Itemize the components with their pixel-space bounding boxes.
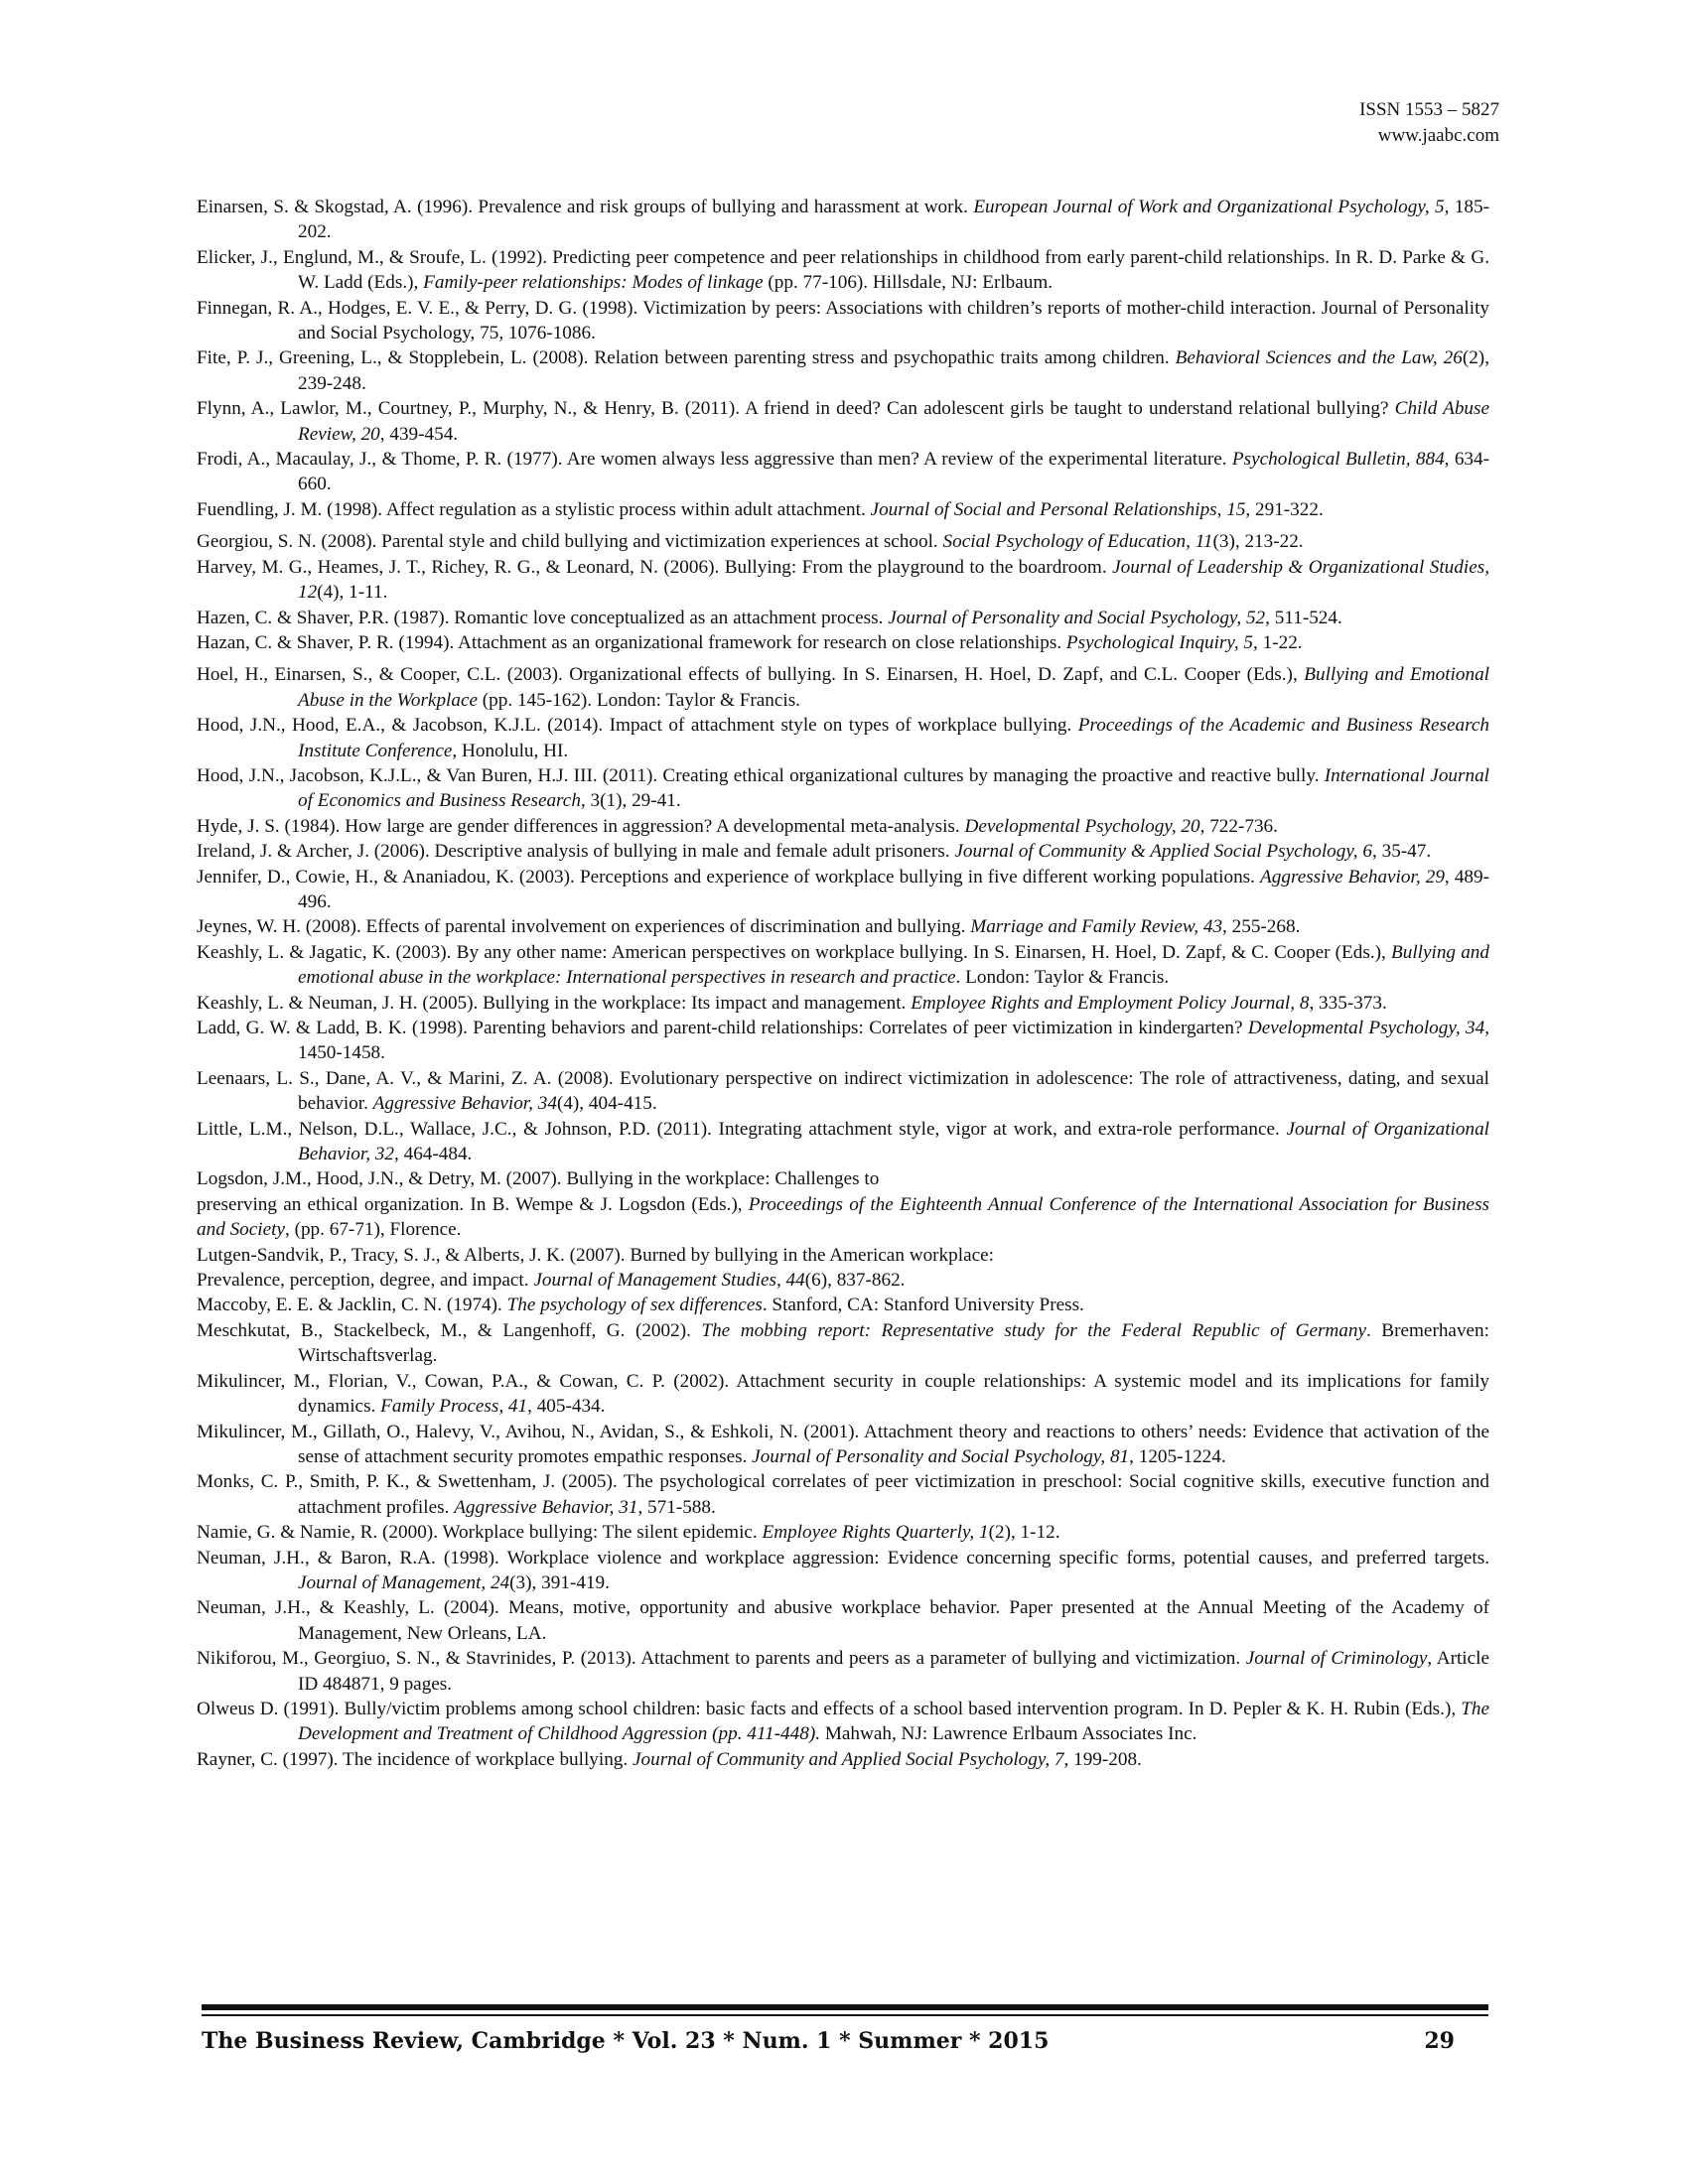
reference-text: Fuendling, J. M. (1998). Affect regulation as a stylistic process within adult attachment. — [197, 498, 871, 520]
reference-entry — [197, 1192, 1489, 1243]
reference-text: preserving an ethical organization. In B. Wempe & J. Logsdon (Eds.), — [197, 1193, 749, 1215]
reference-text: , 335-373. — [1309, 992, 1387, 1014]
reference-entry — [197, 839, 1489, 864]
reference-entry — [197, 1016, 1489, 1066]
footer-rule-thick — [202, 2004, 1488, 2010]
reference-source-italic: Journal of Personality and Social Psychology, 52, — [888, 607, 1270, 628]
reference-entry — [197, 814, 1489, 839]
reference-text: , 1205-1224. — [1129, 1445, 1226, 1467]
reference-text: Flynn, A., Lawlor, M., Courtney, P., Murphy, N., & Henry, B. (2011). A friend in deed? Can adolescent girls be taught to understand relational bullying? — [197, 398, 1395, 420]
reference-text: . Stanford, CA: Stanford University Press. — [762, 1295, 1084, 1316]
reference-source-italic: European Journal of Work and Organizational Psychology, 5 — [973, 197, 1445, 217]
reference-source-italic: Psychological Bulletin, 884 — [1231, 449, 1445, 471]
reference-text: (4), 1-11. — [317, 582, 388, 604]
reference-entry — [197, 1520, 1489, 1545]
reference-entry — [197, 1293, 1489, 1317]
reference-text: Georgiou, S. N. (2008). Parental style and child bullying and victimization experiences at school. — [197, 531, 943, 553]
reference-entry — [197, 1117, 1489, 1167]
reference-text: Mahwah, NJ: Lawrence Erlbaum Associates Inc. — [820, 1723, 1197, 1745]
page-number: 29 — [1424, 2028, 1455, 2054]
reference-source-italic: Journal of Criminology — [1245, 1648, 1428, 1670]
reference-text: (2), 1-12. — [988, 1522, 1060, 1544]
reference-list — [197, 195, 1489, 1772]
reference-source-italic: Marriage and Family Review, 43 — [970, 916, 1223, 938]
reference-source-italic: Psychological Inquiry, 5 — [1065, 631, 1254, 653]
reference-entry — [197, 195, 1489, 245]
reference-text: Jennifer, D., Cowie, H., & Ananiadou, K. (2003). Perceptions and experience of workplace bullying in five different working populations. — [197, 866, 1261, 887]
reference-text: Hazan, C. & Shaver, P. R. (1994). Attachment as an organizational framework for research on close relationships. — [197, 631, 1066, 653]
reference-text: Maccoby, E. E. & Jacklin, C. N. (1974). — [197, 1295, 507, 1316]
reference-text: (3), 213-22. — [1212, 531, 1304, 553]
reference-entry — [197, 940, 1489, 991]
reference-text: Mikulincer, M., Florian, V., Cowan, P.A., & Cowan, C. P. (2002). Attachment security in couple relationships: A systemic model and its implications for family dynamics. — [197, 1370, 1489, 1418]
reference-text: Ireland, J. & Archer, J. (2006). Descriptive analysis of bullying in male and female adult prisoners. — [197, 841, 955, 863]
reference-source-italic: The mobbing report: Representative study for the Federal Republic of Germany — [701, 1319, 1366, 1341]
reference-text: Neuman, J.H., & Baron, R.A. (1998). Workplace violence and workplace aggression: Evidence concerning specific forms, potential causes, and preferred targets. — [197, 1547, 1489, 1569]
reference-entry — [197, 662, 1489, 713]
reference-entry — [197, 1595, 1489, 1646]
reference-source-italic: Proceedings of the Eighteenth Annual Conference of the International Association for Business and Society — [197, 1193, 1490, 1241]
reference-text: Namie, G. & Namie, R. (2000). Workplace bullying: The silent epidemic. — [197, 1522, 763, 1544]
reference-source-italic: Journal of Leadership & Organizational Studies, 12 — [298, 556, 1489, 604]
reference-text: , 255-268. — [1222, 916, 1301, 938]
reference-source-italic: Journal of Management, 24 — [298, 1571, 510, 1593]
reference-text: , 464-484. — [394, 1144, 473, 1165]
reference-text: , 291-322. — [1245, 498, 1324, 520]
reference-text: , 722-736. — [1199, 815, 1278, 837]
reference-source-italic: The Development and Treatment of Childhood Aggression (pp. 411-448). — [298, 1698, 1489, 1745]
reference-source-italic: Family Process, 41 — [380, 1396, 528, 1418]
reference-entry — [197, 1747, 1489, 1772]
page-footer — [202, 2028, 1488, 2054]
journal-citation-line: The Business Review, Cambridge * Vol. 23 * Num. 1 * Summer * 2015 — [202, 2028, 1050, 2054]
reference-source-italic: Aggressive Behavior, 34 — [372, 1093, 557, 1115]
reference-text: . Bremerhaven: Wirtschaftsverlag. — [298, 1319, 1489, 1367]
reference-text: Olweus D. (1991). Bully/victim problems among school children: basic facts and effects of a school based intervention program. In D. Pepler & K. H. Rubin (Eds.), — [197, 1698, 1462, 1719]
reference-entry — [197, 914, 1489, 939]
reference-text: Keashly, L. & Jagatic, K. (2003). By any other name: American perspectives on workplace bullying. In S. Einarsen, H. Hoel, D. Zapf, & C. Cooper (Eds.), — [197, 941, 1392, 963]
reference-text: Fite, P. J., Greening, L., & Stopplebein, L. (2008). Relation between parenting stress and psychopathic traits among children. — [197, 347, 1176, 369]
reference-text: , (pp. 67-71), Florence. — [284, 1219, 462, 1241]
reference-entry — [197, 1318, 1489, 1369]
website-label: www.jaabc.com — [1377, 125, 1499, 146]
reference-entry — [197, 447, 1489, 497]
reference-text: , 405-434. — [527, 1396, 606, 1418]
reference-text: , 185-202. — [298, 197, 1489, 243]
reference-text: Elicker, J., Englund, M., & Sroufe, L. (1992). Predicting peer competence and peer relationships in childhood from early parent-child relationships. In R. D. Parke & G. W. Ladd (Eds.), — [197, 246, 1489, 294]
reference-text: Hood, J.N., Hood, E.A., & Jacobson, K.J.L. (2014). Impact of attachment style on types of workplace bullying. — [197, 715, 1078, 737]
reference-text: , Article ID 484871, 9 pages. — [298, 1648, 1489, 1695]
reference-text: Jeynes, W. H. (2008). Effects of parental involvement on experiences of discrimination and bullying. — [197, 916, 971, 938]
reference-text: , 489-496. — [298, 866, 1489, 912]
reference-source-italic: Journal of Organizational Behavior, 32 — [298, 1118, 1489, 1165]
reference-entry — [197, 1066, 1489, 1117]
reference-text: , 1450-1458. — [298, 1018, 1490, 1064]
reference-source-italic: Child Abuse Review, 20 — [298, 398, 1489, 445]
reference-source-italic: International Journal of Economics and Business Research — [298, 764, 1489, 812]
reference-text: , Honolulu, HI. — [452, 740, 569, 761]
reference-text: Hazen, C. & Shaver, P.R. (1987). Romantic love conceptualized as an attachment process. — [197, 607, 889, 628]
reference-text: , 634-660. — [298, 449, 1489, 495]
reference-entry — [197, 245, 1489, 296]
reference-source-italic: Journal of Community & Applied Social Psychology, 6 — [954, 841, 1372, 863]
reference-text: Nikiforou, M., Georgiuo, S. N., & Stavrinides, P. (2013). Attachment to parents and peers as a parameter of bullying and victimization. — [197, 1648, 1246, 1670]
reference-text: , 3(1), 29-41. — [580, 790, 681, 812]
reference-source-italic: Family-peer relationships: Modes of linkage — [423, 272, 764, 294]
reference-text: Leenaars, L. S., Dane, A. V., & Marini, Z. A. (2008). Evolutionary perspective on indirect victimization in adolescence: The role of attractiveness, dating, and sexual behavior. — [197, 1067, 1489, 1115]
reference-entry — [197, 497, 1489, 522]
reference-source-italic: Aggressive Behavior, 31 — [454, 1496, 638, 1518]
reference-text: Monks, C. P., Smith, P. K., & Swettenham, J. (2005). The psychological correlates of peer victimization in preschool: Social cognitive skills, executive function and attachment profiles. — [197, 1471, 1489, 1518]
reference-source-italic: Journal of Social and Personal Relationships, 15 — [870, 498, 1246, 520]
reference-entry — [197, 296, 1489, 346]
reference-text: Hoel, H., Einarsen, S., & Cooper, C.L. (2003). Organizational effects of bullying. In S. Einarsen, H. Hoel, D. Zapf, and C.L. Cooper (Eds.), — [197, 664, 1305, 686]
reference-source-italic: Journal of Management Studies, 44 — [533, 1270, 805, 1292]
reference-text: (6), 837-862. — [804, 1270, 906, 1292]
reference-entry — [197, 1243, 1489, 1268]
reference-text: Logsdon, J.M., Hood, J.N., & Detry, M. (2007). Bullying in the workplace: Challenges to — [197, 1168, 880, 1190]
reference-entry — [197, 713, 1489, 763]
reference-text: Hood, J.N., Jacobson, K.J.L., & Van Buren, H.J. III. (2011). Creating ethical organizational cultures by managing the proactive and reactive bully. — [197, 764, 1325, 786]
reference-entry — [197, 1420, 1489, 1470]
reference-entry — [197, 1369, 1489, 1420]
reference-source-italic: Bullying and Emotional Abuse in the Workplace — [298, 664, 1489, 711]
reference-entry — [197, 1268, 1489, 1293]
reference-text: Lutgen-Sandvik, P., Tracy, S. J., & Alberts, J. K. (2007). Burned by bullying in the American workplace: — [197, 1244, 994, 1266]
footer-rule-thin — [202, 2014, 1488, 2016]
reference-source-italic: Bullying and emotional abuse in the workplace: International perspectives in research and practice — [298, 941, 1489, 989]
reference-entry — [197, 1546, 1489, 1596]
reference-text: , 199-208. — [1063, 1748, 1142, 1770]
reference-entry — [197, 606, 1489, 630]
reference-source-italic: Developmental Psychology, 34 — [1247, 1018, 1485, 1038]
reference-text: Rayner, C. (1997). The incidence of workplace bullying. — [197, 1748, 633, 1770]
reference-entry — [197, 865, 1489, 915]
page-header — [1359, 97, 1499, 149]
reference-entry — [197, 555, 1489, 606]
reference-text: Frodi, A., Macaulay, J., & Thome, P. R. (1977). Are women always less aggressive than men? A review of the experimental literature. — [197, 449, 1232, 471]
reference-text: Finnegan, R. A., Hodges, E. V. E., & Perry, D. G. (1998). Victimization by peers: Associations with children’s reports of mother-child interaction. Journal of Personality and Social Psychology, 75, 1076-1086. — [197, 297, 1489, 344]
reference-source-italic: Proceedings of the Academic and Business Research Institute Conference — [298, 715, 1489, 761]
reference-source-italic: The psychology of sex differences — [506, 1295, 763, 1316]
reference-entry — [197, 529, 1489, 554]
reference-text: , 1-22. — [1253, 631, 1303, 653]
reference-text: (pp. 145-162). London: Taylor & Francis. — [478, 689, 800, 711]
reference-text: , 439-454. — [379, 423, 459, 445]
reference-text: Little, L.M., Nelson, D.L., Wallace, J.C., & Johnson, P.D. (2011). Integrating attachment style, vigor at work, and extra-role performance. — [197, 1118, 1287, 1140]
reference-text: 511-524. — [1269, 607, 1342, 628]
reference-source-italic: Employee Rights Quarterly, 1 — [762, 1522, 989, 1544]
reference-entry — [197, 630, 1489, 655]
reference-entry — [197, 1646, 1489, 1697]
reference-entry — [197, 991, 1489, 1016]
reference-entry — [197, 1469, 1489, 1520]
reference-text: Prevalence, perception, degree, and impact. — [197, 1270, 534, 1292]
reference-text: Neuman, J.H., & Keashly, L. (2004). Means, motive, opportunity and abusive workplace behavior. Paper presented at the Annual Meeting of the Academy of Management, New Orleans, LA. — [197, 1597, 1489, 1644]
reference-entry — [197, 345, 1489, 396]
reference-source-italic: Developmental Psychology, 20 — [964, 815, 1200, 837]
issn-label: ISSN 1553 – 5827 — [1359, 99, 1499, 120]
reference-text: , 35-47. — [1372, 841, 1432, 863]
reference-source-italic: Aggressive Behavior, 29 — [1260, 866, 1445, 887]
reference-source-italic: Journal of Community and Applied Social Psychology, 7 — [633, 1748, 1064, 1770]
reference-source-italic: Journal of Personality and Social Psychology, 81 — [752, 1445, 1130, 1467]
reference-source-italic: Social Psychology of Education, 11 — [942, 531, 1213, 553]
reference-text: Mikulincer, M., Gillath, O., Halevy, V., Avihou, N., Avidan, S., & Eshkoli, N. (2001). Attachment theory and reactions to others’ needs: Evidence that activation of the sense of attachment security promotes empathic responses. — [197, 1421, 1489, 1467]
reference-text: Einarsen, S. & Skogstad, A. (1996). Prevalence and risk groups of bullying and harassment at work. — [197, 197, 974, 217]
reference-text: (pp. 77-106). Hillsdale, NJ: Erlbaum. — [763, 272, 1054, 294]
reference-text: Hyde, J. S. (1984). How large are gender differences in aggression? A developmental meta-analysis. — [197, 815, 965, 837]
reference-text: , 571-588. — [637, 1496, 716, 1518]
reference-text: Harvey, M. G., Heames, J. T., Richey, R. G., & Leonard, N. (2006). Bullying: From the playground to the boardroom. — [197, 556, 1113, 578]
reference-entry — [197, 1697, 1489, 1747]
reference-entry — [197, 1166, 1489, 1191]
reference-source-italic: Behavioral Sciences and the Law, 26 — [1175, 347, 1463, 369]
reference-text: (3), 391-419. — [509, 1571, 610, 1593]
reference-text: (4), 404-415. — [556, 1093, 657, 1115]
reference-entry — [197, 396, 1489, 447]
reference-text: . London: Taylor & Francis. — [955, 967, 1170, 989]
reference-text: Meschkutat, B., Stackelbeck, M., & Langenhoff, G. (2002). — [197, 1319, 702, 1341]
reference-text: (2), 239-248. — [298, 347, 1489, 394]
reference-text: Keashly, L. & Neuman, J. H. (2005). Bullying in the workplace: Its impact and management. — [197, 992, 912, 1014]
reference-text: Ladd, G. W. & Ladd, B. K. (1998). Parenting behaviors and parent-child relationships: Correlates of peer victimization in kindergarten? — [197, 1018, 1248, 1038]
reference-source-italic: Employee Rights and Employment Policy Journal, 8 — [911, 992, 1310, 1014]
reference-entry — [197, 763, 1489, 814]
